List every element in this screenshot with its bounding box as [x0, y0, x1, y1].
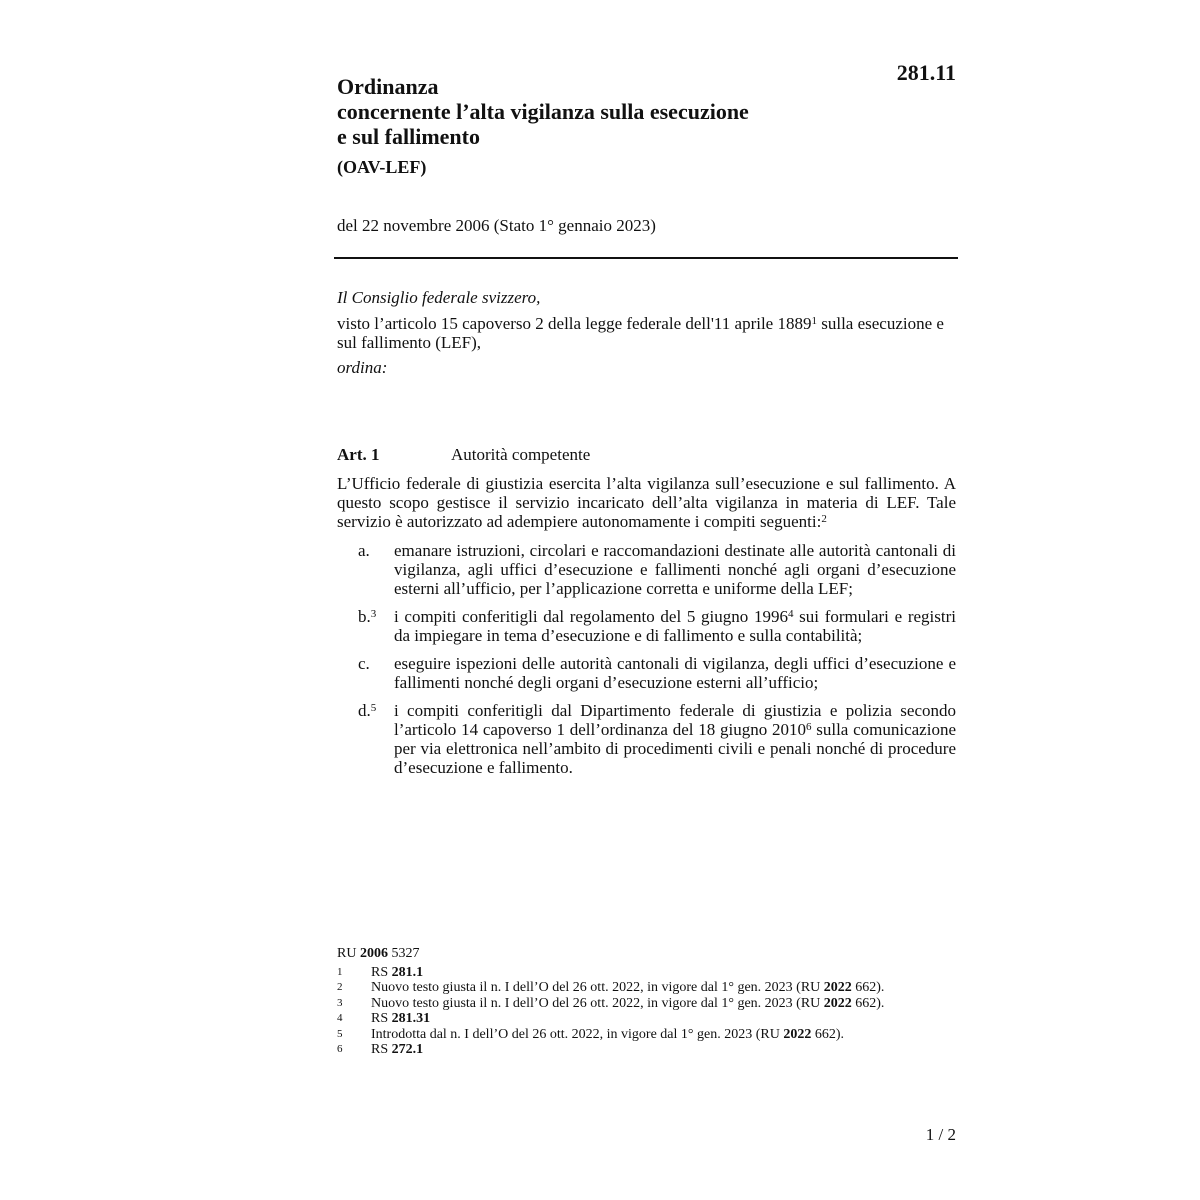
footnote-ref[interactable]: 3: [370, 608, 377, 620]
item-text-part: emanare istruzioni, circolari e raccomandazioni destinate alle autorità cantonali di vigilanza, agli uffici d’esecuzione e fallimenti nonché agli organi d’esecuzione esterni all’ufficio, per l’applicazione corretta e uniforme della LEF;: [394, 541, 956, 598]
legal-basis-text-rest: sulla esecuzione e sul fallimento (LEF),: [337, 314, 944, 352]
footnote-text: [371, 1042, 957, 1058]
item-text-part: sui formulari e registri da impiegare in tema d’esecuzione e di fallimento e sulla contabilità;: [394, 607, 956, 645]
title-block: [337, 74, 857, 178]
article-title: Autorità competente: [451, 445, 591, 464]
footnote-text: [371, 1011, 957, 1027]
footnote-text-part: Nuovo testo giusta il n. I dell’O del 26 ott. 2022, in vigore dal 1° gen. 2023 (RU: [371, 995, 824, 1011]
item-text: [394, 607, 956, 645]
ru-prefix: RU: [337, 946, 357, 961]
article-number: Art. 1: [337, 445, 380, 464]
footnote-number: 3: [337, 996, 343, 1009]
article-heading: [337, 445, 590, 465]
item-text: [394, 701, 956, 777]
item-text: [394, 654, 956, 692]
title-line: concernente l’alta vigilanza sulla esecuzione: [337, 99, 749, 124]
list-item: [337, 607, 956, 645]
item-letter: [337, 607, 394, 645]
footnote-text-part: Nuovo testo giusta il n. I dell’O del 26 ott. 2022, in vigore dal 1° gen. 2023 (RU: [371, 980, 824, 995]
footnote-ref[interactable]: 4: [787, 608, 794, 620]
item-letter-text: a.: [358, 541, 370, 560]
footnote-text: [371, 996, 957, 1012]
list-item: [337, 654, 956, 692]
article-intro: [337, 474, 956, 531]
issuer: Il Consiglio federale svizzero,: [337, 288, 541, 307]
footnote-text-part: RS: [371, 964, 392, 980]
footnote: [337, 996, 957, 1012]
footnote-ref[interactable]: 6: [805, 721, 812, 733]
item-letter-text: c.: [358, 654, 370, 673]
page-number: 1 / 2: [925, 1125, 956, 1144]
footnote-text: [371, 1027, 957, 1043]
legal-basis-text: visto l’articolo 15 capoverso 2 della legge federale dell'11 aprile 1889: [337, 314, 812, 333]
abbreviation: (OAV-LEF): [337, 157, 427, 177]
title-line: Ordinanza: [337, 74, 439, 99]
footnote-text-part: Introdotta dal n. I dell’O del 26 ott. 2022, in vigore dal 1° gen. 2023 (RU: [371, 1026, 784, 1042]
footnote-ref-bold: 281.1: [391, 964, 424, 980]
footnote-ref-bold: 2022: [783, 1026, 812, 1042]
footnote: [337, 1011, 957, 1027]
footnote-number: 5: [337, 1027, 343, 1040]
date-line: del 22 novembre 2006 (Stato 1° gennaio 2023): [337, 216, 656, 235]
footnote-ref-bold: 2022: [823, 980, 852, 995]
footnote-ref[interactable]: 1: [811, 315, 817, 327]
footnote: [337, 1027, 957, 1043]
sr-number: 281.11: [896, 60, 956, 85]
item-text-part: i compiti conferitigli dal Dipartimento federale di giustizia e polizia secondo l’articolo 14 capoverso 1 dell’ordinanza del 18 giugno 2010: [394, 701, 956, 739]
preamble: [337, 288, 957, 377]
footnote-text: [371, 980, 957, 996]
list-item: [337, 541, 956, 598]
item-letter-text: b.: [358, 607, 371, 626]
footnote-ref-bold: 281.31: [391, 1011, 431, 1026]
decree: ordina:: [337, 358, 388, 377]
title-line: e sul fallimento: [337, 124, 480, 149]
footnote: [337, 980, 957, 996]
item-letter: [337, 701, 394, 777]
footnote-number: 4: [337, 1012, 343, 1024]
footnote-text-part: RS: [371, 1011, 392, 1026]
footnote-text-part: 662).: [851, 980, 885, 995]
footnote-number: 2: [337, 981, 343, 993]
footnote-ref-bold: 2022: [823, 995, 852, 1011]
item-letter: [337, 541, 394, 598]
ru-reference: [337, 946, 957, 962]
ru-page: 5327: [391, 946, 420, 961]
item-text-part: i compiti conferitigli dal regolamento del 5 giugno 1996: [394, 607, 788, 626]
item-text-part: eseguire ispezioni delle autorità cantonali di vigilanza, degli uffici d’esecuzione e fallimenti nonché degli organi d’esecuzione esterni all’ufficio;: [394, 654, 956, 692]
item-letter: [337, 654, 394, 692]
footnote: [337, 1042, 957, 1058]
footnote-text-part: 662).: [811, 1026, 844, 1042]
footnote: [337, 965, 957, 981]
article-intro-text: L’Ufficio federale di giustizia esercita l’alta vigilanza sull’esecuzione e sul fallimento. A questo scopo gestisce il servizio incaricato dell’alta vigilanza in materia di LEF. Tale servizio è autorizzato ad adempiere autonomamente i compiti seguenti:: [337, 474, 956, 531]
item-letter-text: d.: [358, 701, 371, 720]
footnote-text: [371, 965, 957, 981]
footnote-text-part: RS: [371, 1042, 392, 1057]
footnote-text-part: 662).: [851, 995, 885, 1011]
legal-basis: [337, 314, 957, 352]
footnotes: [337, 946, 957, 1058]
footnote-number: 6: [337, 1043, 343, 1055]
article-item-list: [337, 541, 956, 786]
header-rule: [334, 257, 958, 259]
list-item: [337, 701, 956, 777]
footnote-number: 1: [337, 965, 343, 978]
footnote-ref[interactable]: 2: [821, 513, 827, 525]
ru-year: 2006: [359, 946, 388, 961]
footnote-ref-bold: 272.1: [391, 1042, 424, 1057]
item-text-part: sulla comunicazione per via elettronica nell’ambito di procedimenti civili e penali nonché di procedure d’esecuzione e fallimento.: [394, 720, 956, 777]
footnote-ref[interactable]: 5: [370, 702, 377, 714]
item-text: [394, 541, 956, 598]
